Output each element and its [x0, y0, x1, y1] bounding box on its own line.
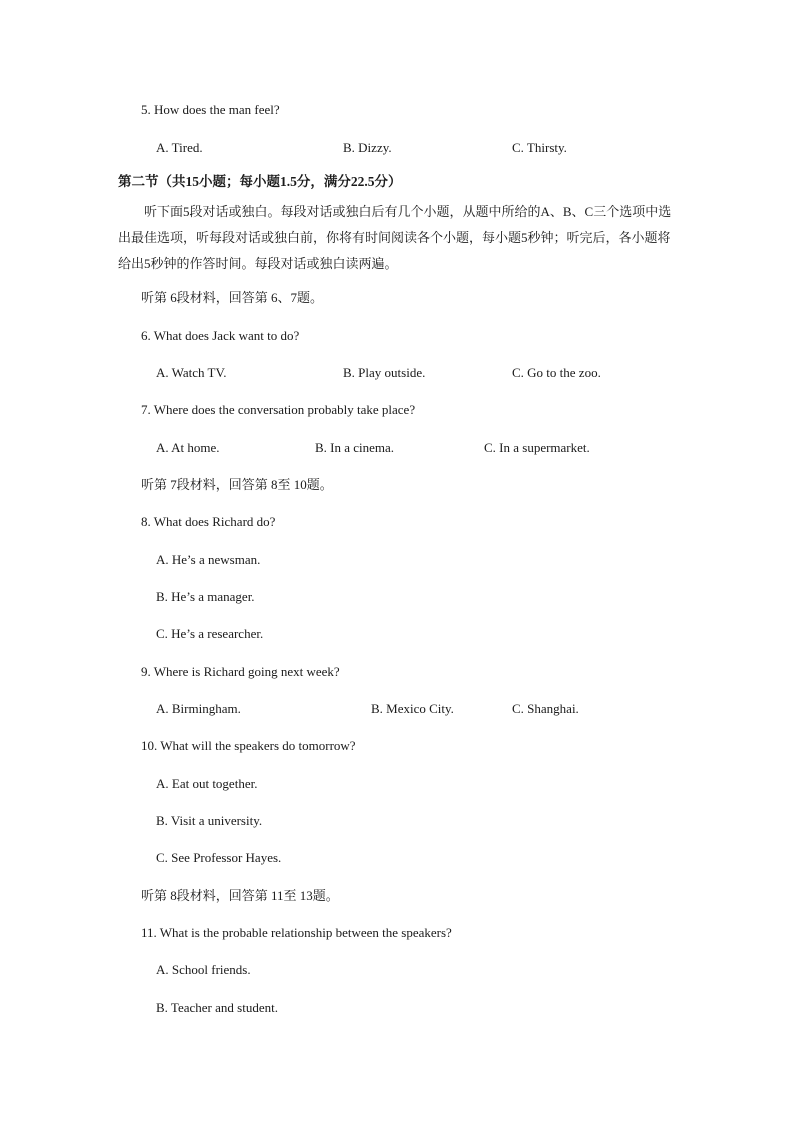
q11-option-b: B. Teacher and student. — [156, 1000, 278, 1015]
q9-option-b: B. Mexico City. — [371, 701, 454, 716]
question-6: 6. What does Jack want to do? — [141, 328, 300, 343]
q8-option-b: B. He’s a manager. — [156, 589, 255, 604]
q8-option-c: C. He’s a researcher. — [156, 626, 264, 641]
q5-option-b: B. Dizzy. — [343, 140, 392, 155]
q7-option-b: B. In a cinema. — [315, 440, 395, 455]
instructions-text: 听下面5段对话或独白。每段对话或独白后有几个小题，从题中所给的A、B、C三个选项中选出最佳选项，听每段对话或独白前，你将有时间阅读各个小题，每小题5秒钟；听完后，各小题将给出5秒钟的作答时间。每段对话或独白读两遍。 — [118, 204, 672, 271]
q6-option-c: C. Go to the zoo. — [512, 365, 601, 380]
question-11: 11. What is the probable relationship between the speakers? — [141, 925, 452, 940]
q5-option-a: A. Tired. — [156, 140, 203, 155]
material-8-heading: 听第 8段材料，回答第 11至 13题。 — [141, 888, 339, 903]
section-heading: 第二节（共15小题；每小题1.5分，满分22.5分） — [118, 174, 402, 189]
question-9: 9. Where is Richard going next week? — [141, 664, 340, 679]
q11-option-a: A. School friends. — [156, 962, 251, 977]
q10-option-a: A. Eat out together. — [156, 776, 258, 791]
question-5: 5. How does the man feel? — [141, 102, 280, 117]
q9-option-a: A. Birmingham. — [156, 701, 241, 716]
question-10: 10. What will the speakers do tomorrow? — [141, 738, 356, 753]
question-8: 8. What does Richard do? — [141, 514, 276, 529]
q6-option-a: A. Watch TV. — [156, 365, 227, 380]
material-6-heading: 听第 6段材料，回答第 6、7题。 — [141, 290, 324, 305]
q9-option-c: C. Shanghai. — [512, 701, 579, 716]
q10-option-c: C. See Professor Hayes. — [156, 850, 282, 865]
q5-option-c: C. Thirsty. — [512, 140, 567, 155]
q7-option-a: A. At home. — [156, 440, 220, 455]
material-7-heading: 听第 7段材料，回答第 8至 10题。 — [141, 477, 333, 492]
q8-option-a: A. He’s a newsman. — [156, 552, 261, 567]
question-7: 7. Where does the conversation probably take place? — [141, 402, 416, 417]
q10-option-b: B. Visit a university. — [156, 813, 263, 828]
q6-option-b: B. Play outside. — [343, 365, 426, 380]
section-instructions — [118, 199, 678, 277]
q7-option-c: C. In a supermarket. — [484, 440, 590, 455]
